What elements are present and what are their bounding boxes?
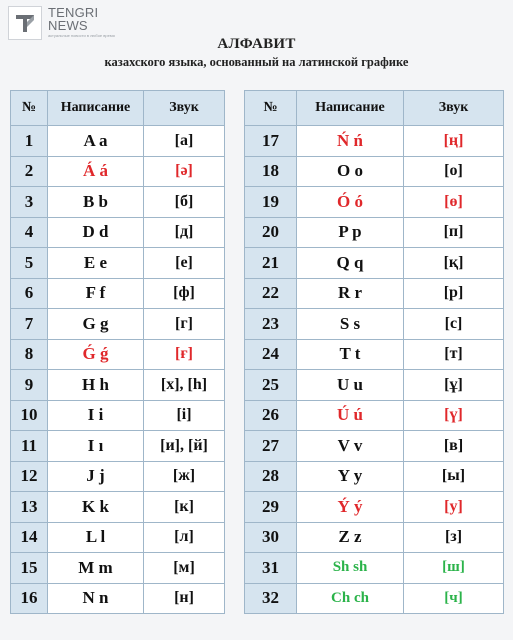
letter-sound: [б] xyxy=(144,187,225,218)
letter-writing: I ı xyxy=(48,431,144,462)
letter-number: 5 xyxy=(11,248,48,279)
letter-writing: M m xyxy=(48,553,144,584)
table-row xyxy=(245,583,504,614)
table-row xyxy=(245,492,504,523)
letter-sound: [р] xyxy=(404,278,504,309)
letter-sound: [п] xyxy=(404,217,504,248)
header-sound: Звук xyxy=(404,91,504,126)
letter-number: 17 xyxy=(245,126,297,157)
letter-number: 2 xyxy=(11,156,48,187)
table-row xyxy=(11,248,225,279)
table-row xyxy=(11,156,225,187)
tengri-logo-icon xyxy=(8,6,42,40)
letter-writing: T t xyxy=(297,339,404,370)
letter-sound: [ы] xyxy=(404,461,504,492)
letter-number: 31 xyxy=(245,553,297,584)
table-row xyxy=(245,309,504,340)
table-row xyxy=(245,370,504,401)
table-row xyxy=(245,431,504,462)
table-row xyxy=(245,217,504,248)
table-row xyxy=(11,370,225,401)
table-row xyxy=(11,278,225,309)
letter-writing: S s xyxy=(297,309,404,340)
letter-writing: Ń ń xyxy=(297,126,404,157)
letter-writing: F f xyxy=(48,278,144,309)
logo-name-line2: NEWS xyxy=(48,18,88,33)
letter-writing: O o xyxy=(297,156,404,187)
table-row xyxy=(11,461,225,492)
page-subtitle: казахского языка, основанный на латинской графике xyxy=(104,55,409,69)
letter-writing: E e xyxy=(48,248,144,279)
letter-number: 21 xyxy=(245,248,297,279)
letter-sound: [н] xyxy=(144,583,225,614)
letter-number: 16 xyxy=(11,583,48,614)
letter-number: 32 xyxy=(245,583,297,614)
page-title: АЛФАВИТ xyxy=(217,36,296,52)
letter-writing: H h xyxy=(48,370,144,401)
letter-writing: Á á xyxy=(48,156,144,187)
letter-number: 7 xyxy=(11,309,48,340)
letter-number: 13 xyxy=(11,492,48,523)
letter-writing: B b xyxy=(48,187,144,218)
letter-writing: Q q xyxy=(297,248,404,279)
letter-sound: [с] xyxy=(404,309,504,340)
letter-number: 18 xyxy=(245,156,297,187)
letter-number: 8 xyxy=(11,339,48,370)
letter-writing: G g xyxy=(48,309,144,340)
tengri-news-logo xyxy=(8,6,118,40)
letter-sound: [ф] xyxy=(144,278,225,309)
letter-number: 3 xyxy=(11,187,48,218)
letter-number: 26 xyxy=(245,400,297,431)
letter-sound: [ә] xyxy=(144,156,225,187)
letter-writing: K k xyxy=(48,492,144,523)
letter-number: 22 xyxy=(245,278,297,309)
letter-sound: [е] xyxy=(144,248,225,279)
header-writing: Написание xyxy=(297,91,404,126)
letter-writing: D d xyxy=(48,217,144,248)
table-row xyxy=(245,187,504,218)
letter-number: 6 xyxy=(11,278,48,309)
logo-tagline: актуальные новости в любое время xyxy=(48,33,115,38)
table-row xyxy=(11,309,225,340)
letter-number: 15 xyxy=(11,553,48,584)
letter-sound: [ң] xyxy=(404,126,504,157)
table-row xyxy=(11,492,225,523)
letter-sound: [и], [й] xyxy=(144,431,225,462)
page-heading xyxy=(0,36,513,70)
table-row xyxy=(11,187,225,218)
table-row xyxy=(245,156,504,187)
letter-writing: Ý ý xyxy=(297,492,404,523)
letter-number: 19 xyxy=(245,187,297,218)
table-row xyxy=(11,553,225,584)
table-row xyxy=(245,461,504,492)
letter-sound: [т] xyxy=(404,339,504,370)
table-row xyxy=(11,126,225,157)
table-row xyxy=(245,126,504,157)
table-row xyxy=(11,400,225,431)
letter-sound: [з] xyxy=(404,522,504,553)
letter-writing: J j xyxy=(48,461,144,492)
letter-number: 10 xyxy=(11,400,48,431)
letter-sound: [ө] xyxy=(404,187,504,218)
letter-number: 29 xyxy=(245,492,297,523)
letter-sound: [ұ] xyxy=(404,370,504,401)
alphabet-table-left xyxy=(10,90,225,614)
letter-number: 11 xyxy=(11,431,48,462)
letter-writing: V v xyxy=(297,431,404,462)
table-row xyxy=(245,339,504,370)
letter-writing: U u xyxy=(297,370,404,401)
letter-sound: [к] xyxy=(144,492,225,523)
letter-sound: [а] xyxy=(144,126,225,157)
letter-sound: [ч] xyxy=(404,583,504,614)
letter-sound: [ш] xyxy=(404,553,504,584)
letter-sound: [қ] xyxy=(404,248,504,279)
letter-sound: [д] xyxy=(144,217,225,248)
letter-sound: [ж] xyxy=(144,461,225,492)
letter-writing: N n xyxy=(48,583,144,614)
table-row xyxy=(11,339,225,370)
letter-number: 30 xyxy=(245,522,297,553)
letter-sound: [і] xyxy=(144,400,225,431)
logo-name-line1: TENGRI xyxy=(48,5,99,20)
alphabet-table-right xyxy=(244,90,504,614)
letter-sound: [о] xyxy=(404,156,504,187)
letter-writing: L l xyxy=(48,522,144,553)
table-row xyxy=(245,553,504,584)
header-number: № xyxy=(245,91,297,126)
letter-number: 25 xyxy=(245,370,297,401)
letter-writing: Ch ch xyxy=(297,583,404,614)
table-row xyxy=(245,522,504,553)
letter-writing: Z z xyxy=(297,522,404,553)
letter-number: 14 xyxy=(11,522,48,553)
letter-sound: [у] xyxy=(404,492,504,523)
letter-number: 27 xyxy=(245,431,297,462)
letter-sound: [в] xyxy=(404,431,504,462)
table-row xyxy=(11,217,225,248)
header-sound: Звук xyxy=(144,91,225,126)
letter-number: 4 xyxy=(11,217,48,248)
letter-number: 1 xyxy=(11,126,48,157)
letter-number: 12 xyxy=(11,461,48,492)
letter-number: 28 xyxy=(245,461,297,492)
letter-number: 9 xyxy=(11,370,48,401)
table-header-row xyxy=(11,91,225,126)
letter-writing: Y y xyxy=(297,461,404,492)
letter-number: 24 xyxy=(245,339,297,370)
letter-writing: Ú ú xyxy=(297,400,404,431)
letter-sound: [ү] xyxy=(404,400,504,431)
table-row xyxy=(245,400,504,431)
letter-writing: R r xyxy=(297,278,404,309)
letter-sound: [х], [һ] xyxy=(144,370,225,401)
table-row xyxy=(11,431,225,462)
table-row xyxy=(11,522,225,553)
letter-writing: Ó ó xyxy=(297,187,404,218)
header-writing: Написание xyxy=(48,91,144,126)
letter-writing: I i xyxy=(48,400,144,431)
table-row xyxy=(245,278,504,309)
letter-sound: [ғ] xyxy=(144,339,225,370)
letter-number: 23 xyxy=(245,309,297,340)
header-number: № xyxy=(11,91,48,126)
letter-sound: [м] xyxy=(144,553,225,584)
letter-number: 20 xyxy=(245,217,297,248)
letter-sound: [г] xyxy=(144,309,225,340)
letter-writing: A a xyxy=(48,126,144,157)
letter-writing: Sh sh xyxy=(297,553,404,584)
letter-writing: P p xyxy=(297,217,404,248)
table-header-row xyxy=(245,91,504,126)
table-row xyxy=(245,248,504,279)
letter-writing: Ǵ ǵ xyxy=(48,339,144,370)
table-row xyxy=(11,583,225,614)
letter-sound: [л] xyxy=(144,522,225,553)
